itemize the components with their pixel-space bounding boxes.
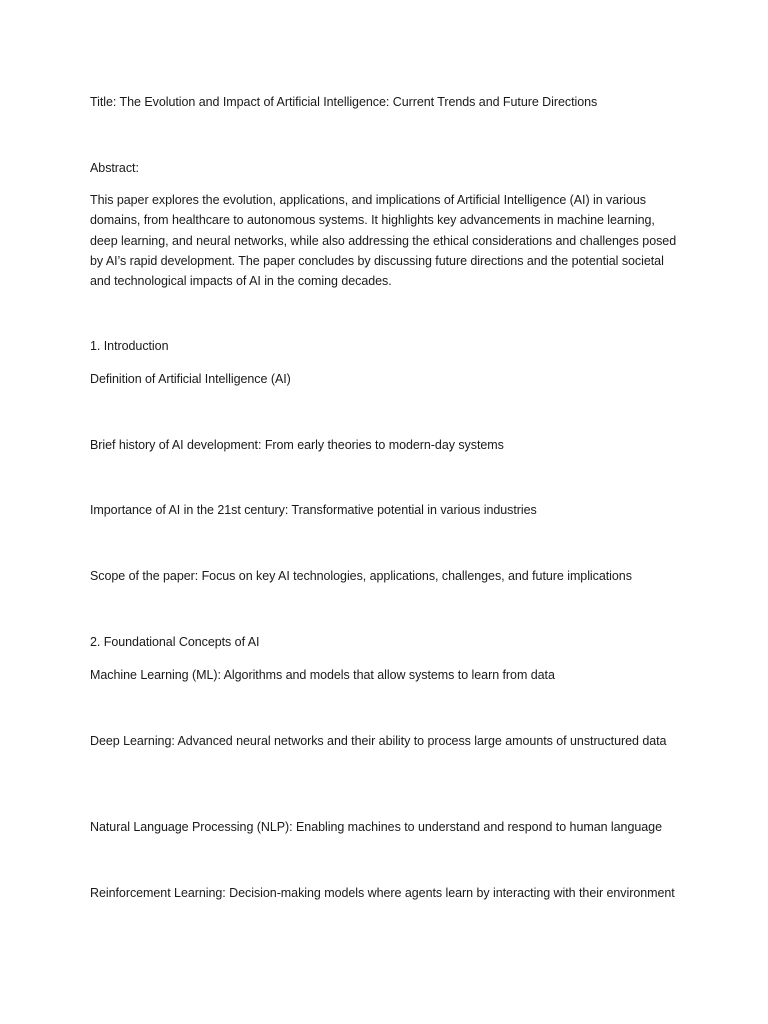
section-heading-introduction: 1. Introduction bbox=[90, 339, 169, 353]
abstract-body: This paper explores the evolution, applications, and implications of Artificial Intelligence (AI) in various domains, from healthcare to autonomous systems. It highlights key advancements in machine learning, deep learning, and neural networks, while also addressing the ethical considerations and challenges posed by AI’s rapid development. The paper concludes by discussing future directions and the potential societal and technological impacts of AI in the coming decades. bbox=[90, 193, 677, 289]
intro-item-definition: Definition of Artificial Intelligence (AI) bbox=[90, 372, 291, 386]
abstract-heading: Abstract: bbox=[90, 161, 139, 175]
concept-item-deep-learning: Deep Learning: Advanced neural networks and their ability to process large amounts of unstructured data bbox=[90, 734, 667, 748]
intro-item-history: Brief history of AI development: From early theories to modern-day systems bbox=[90, 438, 504, 452]
intro-item-scope: Scope of the paper: Focus on key AI technologies, applications, challenges, and future implications bbox=[90, 569, 632, 583]
section-heading-foundational-concepts: 2. Foundational Concepts of AI bbox=[90, 635, 260, 649]
concept-item-machine-learning: Machine Learning (ML): Algorithms and models that allow systems to learn from data bbox=[90, 668, 555, 682]
intro-item-importance: Importance of AI in the 21st century: Transformative potential in various industries bbox=[90, 503, 537, 517]
concept-item-nlp: Natural Language Processing (NLP): Enabling machines to understand and respond to human language bbox=[90, 820, 662, 834]
document-title: Title: The Evolution and Impact of Artificial Intelligence: Current Trends and Future Directions bbox=[90, 95, 598, 109]
concept-item-reinforcement-learning: Reinforcement Learning: Decision-making models where agents learn by interacting with their environment bbox=[90, 886, 675, 900]
